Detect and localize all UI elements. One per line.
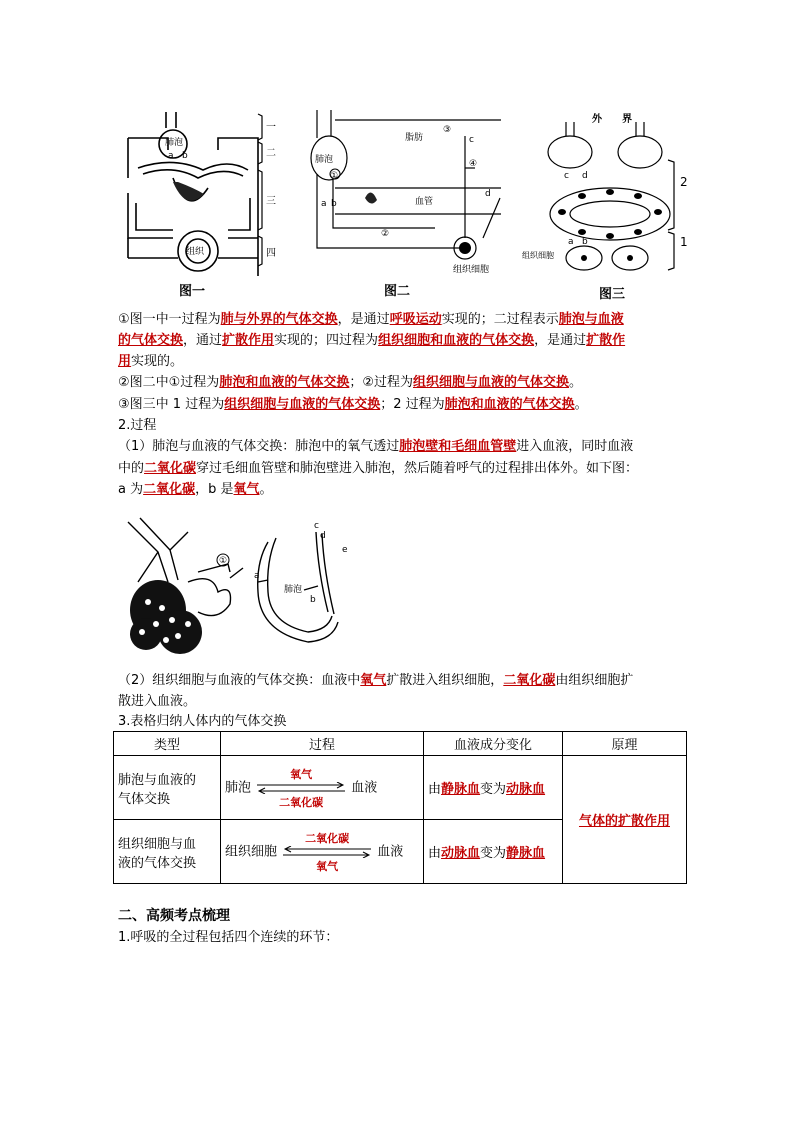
fig2-label-a: a (321, 199, 327, 209)
fig2-label-circle-1: ① (330, 171, 339, 181)
fig4-label-lung: 肺泡 (284, 585, 303, 595)
figure-2-diagram (305, 108, 505, 276)
row1-arrows: 氧气 二氧化碳 (255, 766, 347, 810)
section-2-heading: 2.过程 (118, 418, 157, 433)
fig4-label-d: d (320, 531, 326, 541)
fig1-label-stage-2: 二 (266, 148, 276, 159)
row1-process: 肺泡 氧气 二氧化碳 血液 (221, 756, 424, 820)
fig1-label-lung: 肺泡 (165, 138, 184, 148)
paragraph-alveolus-line-2: 中的二氧化碳穿过毛细血管壁和肺泡壁进入肺泡，然后随着呼气的过程排出体外。如下图： (118, 461, 639, 476)
paragraph-respiration-steps: 1.呼吸的全过程包括四个连续的环节： (118, 930, 339, 945)
principle-cell: 气体的扩散作用 (563, 756, 687, 884)
figure-3-diagram (522, 108, 692, 276)
fig2-label-vessel: 血管 (415, 197, 434, 207)
paragraph-fig1-line-2: 的气体交换，通过扩散作用实现的；四过程为组织细胞和血液的气体交换，是通过扩散作 (118, 333, 626, 348)
table-row (114, 756, 687, 820)
fig1-label-b: b (182, 151, 188, 161)
paragraph-tissue-line-1: （2）组织细胞与血液的气体交换：血液中氧气扩散进入组织细胞，二氧化碳由组织细胞扩 (118, 673, 634, 688)
section-heading-high-frequency: 二、高频考点梳理 (118, 908, 230, 924)
fig2-label-cell: 组织细胞 (453, 265, 490, 275)
fig2-label-circle-2: ② (381, 229, 390, 239)
fig3-label-b: b (582, 237, 588, 247)
fig2-label-c: c (469, 135, 474, 145)
paragraph-alveolus-line-1: （1）肺泡与血液的气体交换：肺泡中的氧气透过肺泡壁和毛细血管壁进入血液，同时血液 (118, 439, 634, 454)
row2-process: 组织细胞 二氧化碳 氧气 血液 (221, 820, 424, 884)
paragraph-fig3: ③图三中 1 过程为组织细胞与血液的气体交换；2 过程为肺泡和血液的气体交换。 (118, 397, 588, 412)
fig2-label-b: b (331, 199, 337, 209)
row2-type: 组织细胞与血 液的气体交换 (114, 820, 221, 884)
fig1-label-tissue: 组织 (186, 247, 205, 257)
fig3-label-tissue: 组织细胞 (522, 251, 554, 260)
fig4-label-circle-1: ① (219, 556, 228, 566)
figure-2-caption: 图二 (384, 284, 411, 299)
fig4-label-a: a (254, 571, 260, 581)
figure-1-stage-brackets (256, 108, 286, 268)
paragraph-alveolus-line-3: a 为二氧化碳，b 是氧气。 (118, 482, 273, 497)
figure-3-caption: 图三 (599, 287, 626, 302)
fig2-label-lung: 肺泡 (315, 155, 334, 165)
section-3-heading: 3.表格归纳人体内的气体交换 (118, 714, 287, 729)
fig4-label-e: e (342, 545, 348, 555)
paragraph-tissue-line-2: 散进入血液。 (118, 694, 197, 709)
figure-1-caption: 图一 (179, 284, 206, 299)
row2-change: 由动脉血变为静脉血 (424, 820, 563, 884)
header-type: 类型 (114, 732, 221, 756)
fig3-label-c: c (564, 171, 569, 181)
fig3-label-num-1: 1 (680, 235, 688, 249)
fig3-label-outside: 外 (592, 114, 602, 125)
fig4-label-c: c (314, 521, 319, 531)
fig3-label-a: a (568, 237, 574, 247)
fig1-label-stage-1: 一 (266, 122, 276, 133)
fig1-label-stage-3: 三 (266, 196, 276, 207)
header-process: 过程 (221, 732, 424, 756)
fig2-label-circle-3: ③ (443, 125, 452, 135)
row2-arrows: 二氧化碳 氧气 (281, 830, 373, 874)
paragraph-fig1-line-3: 用实现的。 (118, 354, 184, 369)
figure-1-diagram (118, 108, 278, 276)
figure-4-alveoli-diagram (118, 512, 358, 662)
row1-change: 由静脉血变为动脉血 (424, 756, 563, 820)
fig1-label-stage-4: 四 (266, 248, 276, 259)
fig3-label-d: d (582, 171, 588, 181)
fig2-label-circle-4: ④ (469, 159, 478, 169)
fig1-label-a: a (168, 151, 174, 161)
fig3-label-world: 界 (622, 114, 632, 125)
fig3-label-num-2: 2 (680, 175, 688, 189)
table-header-row (114, 732, 687, 756)
paragraph-fig1-line-1: ①图一中一过程为肺与外界的气体交换，是通过呼吸运动实现的；二过程表示肺泡与血液 (118, 312, 624, 327)
header-blood-change: 血液成分变化 (424, 732, 563, 756)
header-principle: 原理 (563, 732, 687, 756)
fig2-label-fat: 脂肪 (405, 133, 424, 143)
row1-type: 肺泡与血液的 气体交换 (114, 756, 221, 820)
paragraph-fig2: ②图二中①过程为肺泡和血液的气体交换；②过程为组织细胞与血液的气体交换。 (118, 375, 583, 390)
fig4-label-b: b (310, 595, 316, 605)
fig2-label-d: d (485, 189, 491, 199)
gas-exchange-table (113, 731, 687, 884)
